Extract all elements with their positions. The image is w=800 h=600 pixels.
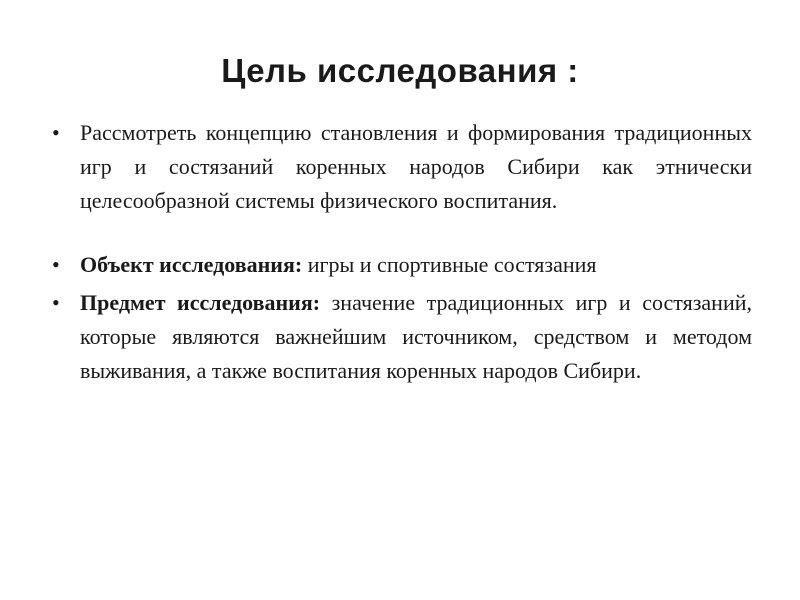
bullet-dot-icon: • [52, 120, 60, 145]
object-label: Объект исследования: [80, 252, 303, 277]
bullet-dot-icon: • [52, 252, 60, 277]
subject-text: значение традиционных игр и состязаний, которые являются важнейшим источником, средством и методом выживания, а также воспитания коренных народов Сибири. [80, 290, 753, 383]
goal-text: Рассмотреть концепцию становления и формирования традиционных игр и состязаний коренных народов Сибири как этнически целесообразной системы физического воспитания. [80, 120, 752, 213]
subject-label: Предмет исследования: [80, 290, 321, 315]
slide-title: Цель исследования : [221, 52, 579, 89]
object-text: игры и спортивные состязания [302, 252, 597, 277]
bullet-object [48, 248, 752, 282]
bullet-goal [48, 116, 752, 218]
bullet-list [48, 116, 752, 388]
bullet-dot-icon: • [52, 290, 60, 315]
bullet-subject [48, 286, 752, 388]
